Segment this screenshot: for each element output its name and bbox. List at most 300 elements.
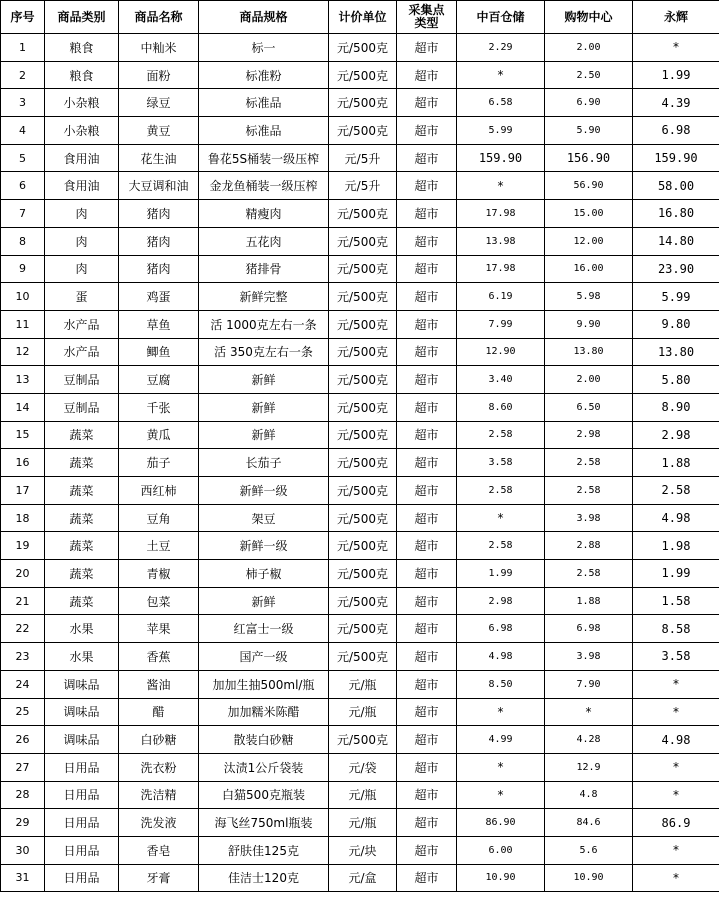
cell-shopping-center: 15.00 (545, 200, 633, 228)
cell-seq: 1 (1, 34, 45, 62)
cell-unit: 元/500克 (329, 283, 397, 311)
cell-shopping-center: 3.98 (545, 504, 633, 532)
cell-seq: 5 (1, 144, 45, 172)
cell-unit: 元/500克 (329, 643, 397, 671)
cell-zhongbai: 8.60 (457, 393, 545, 421)
cell-zhongbai: 13.98 (457, 227, 545, 255)
cell-yonghui: 4.98 (633, 726, 719, 754)
cell-seq: 8 (1, 227, 45, 255)
cell-product-name: 千张 (119, 393, 199, 421)
cell-seq: 3 (1, 89, 45, 117)
cell-spec: 新鲜 (199, 366, 329, 394)
cell-spec: 活 1000克左右一条 (199, 310, 329, 338)
table-row (1, 477, 719, 505)
cell-seq: 12 (1, 338, 45, 366)
cell-point-type: 超市 (397, 477, 457, 505)
cell-yonghui: 1.88 (633, 449, 719, 477)
cell-spec: 汰渍1公斤袋装 (199, 753, 329, 781)
table-row (1, 809, 719, 837)
cell-product-name: 鲫鱼 (119, 338, 199, 366)
cell-product-name: 鸡蛋 (119, 283, 199, 311)
cell-zhongbai: 3.58 (457, 449, 545, 477)
cell-shopping-center: 5.6 (545, 836, 633, 864)
cell-spec: 柿子椒 (199, 560, 329, 588)
cell-product-name: 黄豆 (119, 117, 199, 145)
cell-seq: 22 (1, 615, 45, 643)
cell-zhongbai: 10.90 (457, 864, 545, 892)
cell-product-name: 包菜 (119, 587, 199, 615)
cell-product-name: 洗发液 (119, 809, 199, 837)
cell-category: 肉 (45, 200, 119, 228)
cell-seq: 2 (1, 61, 45, 89)
cell-product-name: 酱油 (119, 670, 199, 698)
cell-point-type: 超市 (397, 809, 457, 837)
cell-category: 调味品 (45, 726, 119, 754)
cell-category: 蔬菜 (45, 532, 119, 560)
table-row (1, 34, 719, 62)
cell-yonghui: * (633, 781, 719, 809)
cell-zhongbai: 6.00 (457, 836, 545, 864)
cell-yonghui: 159.90 (633, 144, 719, 172)
cell-seq: 25 (1, 698, 45, 726)
cell-spec: 标准品 (199, 89, 329, 117)
cell-zhongbai: * (457, 172, 545, 200)
table-row (1, 698, 719, 726)
cell-zhongbai: 6.58 (457, 89, 545, 117)
cell-unit: 元/500克 (329, 421, 397, 449)
cell-zhongbai: 8.50 (457, 670, 545, 698)
cell-category: 日用品 (45, 781, 119, 809)
table-body (1, 34, 719, 892)
cell-product-name: 豆腐 (119, 366, 199, 394)
cell-unit: 元/500克 (329, 117, 397, 145)
table-row (1, 310, 719, 338)
table-row (1, 421, 719, 449)
cell-shopping-center: 2.98 (545, 421, 633, 449)
table-row (1, 338, 719, 366)
cell-seq: 4 (1, 117, 45, 145)
cell-seq: 20 (1, 560, 45, 588)
cell-product-name: 中籼米 (119, 34, 199, 62)
cell-point-type: 超市 (397, 643, 457, 671)
cell-point-type: 超市 (397, 421, 457, 449)
table-row (1, 172, 719, 200)
cell-product-name: 猪肉 (119, 200, 199, 228)
cell-zhongbai: * (457, 753, 545, 781)
cell-point-type: 超市 (397, 587, 457, 615)
cell-unit: 元/500克 (329, 504, 397, 532)
cell-yonghui: * (633, 670, 719, 698)
cell-spec: 金龙鱼桶装一级压榨 (199, 172, 329, 200)
header-row (1, 1, 719, 34)
table-row (1, 200, 719, 228)
cell-spec: 精瘦肉 (199, 200, 329, 228)
cell-yonghui: 1.98 (633, 532, 719, 560)
cell-product-name: 绿豆 (119, 89, 199, 117)
cell-spec: 标准品 (199, 117, 329, 145)
cell-product-name: 青椒 (119, 560, 199, 588)
cell-unit: 元/5升 (329, 144, 397, 172)
header-yonghui: 永辉 (633, 1, 719, 34)
cell-yonghui: * (633, 34, 719, 62)
cell-product-name: 白砂糖 (119, 726, 199, 754)
table-row (1, 864, 719, 892)
cell-category: 豆制品 (45, 393, 119, 421)
cell-category: 蔬菜 (45, 587, 119, 615)
cell-yonghui: 2.58 (633, 477, 719, 505)
cell-seq: 21 (1, 587, 45, 615)
cell-shopping-center: 7.90 (545, 670, 633, 698)
cell-yonghui: 23.90 (633, 255, 719, 283)
cell-zhongbai: 2.29 (457, 34, 545, 62)
header-unit: 计价单位 (329, 1, 397, 34)
cell-point-type: 超市 (397, 283, 457, 311)
table-row (1, 643, 719, 671)
cell-point-type: 超市 (397, 117, 457, 145)
cell-seq: 7 (1, 200, 45, 228)
cell-unit: 元/500克 (329, 477, 397, 505)
cell-point-type: 超市 (397, 255, 457, 283)
table-row (1, 560, 719, 588)
cell-seq: 16 (1, 449, 45, 477)
cell-unit: 元/块 (329, 836, 397, 864)
cell-zhongbai: 17.98 (457, 200, 545, 228)
cell-seq: 11 (1, 310, 45, 338)
cell-spec: 散装白砂糖 (199, 726, 329, 754)
cell-shopping-center: 2.58 (545, 560, 633, 588)
cell-point-type: 超市 (397, 532, 457, 560)
cell-category: 蛋 (45, 283, 119, 311)
cell-zhongbai: 6.19 (457, 283, 545, 311)
cell-yonghui: * (633, 698, 719, 726)
cell-shopping-center: 4.28 (545, 726, 633, 754)
table-row (1, 615, 719, 643)
cell-category: 肉 (45, 227, 119, 255)
cell-point-type: 超市 (397, 864, 457, 892)
table-row (1, 670, 719, 698)
table-row (1, 587, 719, 615)
cell-shopping-center: 5.98 (545, 283, 633, 311)
cell-yonghui: 1.58 (633, 587, 719, 615)
cell-shopping-center: * (545, 698, 633, 726)
header-shopping-center: 购物中心 (545, 1, 633, 34)
cell-zhongbai: * (457, 698, 545, 726)
cell-spec: 新鲜一级 (199, 532, 329, 560)
cell-unit: 元/500克 (329, 532, 397, 560)
cell-seq: 31 (1, 864, 45, 892)
cell-category: 肉 (45, 255, 119, 283)
cell-spec: 红富士一级 (199, 615, 329, 643)
cell-shopping-center: 4.8 (545, 781, 633, 809)
cell-yonghui: 8.90 (633, 393, 719, 421)
cell-category: 水产品 (45, 310, 119, 338)
cell-category: 日用品 (45, 753, 119, 781)
cell-yonghui: 2.98 (633, 421, 719, 449)
cell-category: 蔬菜 (45, 421, 119, 449)
cell-shopping-center: 2.00 (545, 366, 633, 394)
cell-spec: 白猫500克瓶装 (199, 781, 329, 809)
cell-seq: 30 (1, 836, 45, 864)
cell-spec: 五花肉 (199, 227, 329, 255)
cell-spec: 长茄子 (199, 449, 329, 477)
cell-zhongbai: 17.98 (457, 255, 545, 283)
table-row (1, 753, 719, 781)
cell-zhongbai: 86.90 (457, 809, 545, 837)
table-row (1, 836, 719, 864)
cell-unit: 元/瓶 (329, 809, 397, 837)
cell-product-name: 土豆 (119, 532, 199, 560)
table-row (1, 449, 719, 477)
cell-spec: 新鲜一级 (199, 477, 329, 505)
cell-spec: 国产一级 (199, 643, 329, 671)
cell-point-type: 超市 (397, 366, 457, 394)
cell-category: 蔬菜 (45, 477, 119, 505)
cell-unit: 元/500克 (329, 310, 397, 338)
cell-unit: 元/瓶 (329, 781, 397, 809)
cell-point-type: 超市 (397, 200, 457, 228)
cell-yonghui: 58.00 (633, 172, 719, 200)
cell-spec: 佳洁士120克 (199, 864, 329, 892)
cell-point-type: 超市 (397, 310, 457, 338)
cell-category: 粮食 (45, 61, 119, 89)
cell-category: 调味品 (45, 698, 119, 726)
cell-point-type: 超市 (397, 449, 457, 477)
cell-point-type: 超市 (397, 227, 457, 255)
cell-seq: 14 (1, 393, 45, 421)
cell-shopping-center: 6.50 (545, 393, 633, 421)
cell-yonghui: 14.80 (633, 227, 719, 255)
cell-seq: 19 (1, 532, 45, 560)
cell-product-name: 豆角 (119, 504, 199, 532)
cell-product-name: 猪肉 (119, 255, 199, 283)
cell-point-type: 超市 (397, 338, 457, 366)
table-row (1, 366, 719, 394)
table-row (1, 227, 719, 255)
cell-point-type: 超市 (397, 560, 457, 588)
cell-unit: 元/500克 (329, 726, 397, 754)
table-row (1, 255, 719, 283)
cell-category: 蔬菜 (45, 449, 119, 477)
cell-shopping-center: 16.00 (545, 255, 633, 283)
cell-yonghui: * (633, 836, 719, 864)
cell-point-type: 超市 (397, 89, 457, 117)
cell-zhongbai: 12.90 (457, 338, 545, 366)
cell-zhongbai: 5.99 (457, 117, 545, 145)
cell-product-name: 花生油 (119, 144, 199, 172)
cell-unit: 元/5升 (329, 172, 397, 200)
cell-spec: 标一 (199, 34, 329, 62)
cell-shopping-center: 2.58 (545, 477, 633, 505)
header-category: 商品类别 (45, 1, 119, 34)
cell-category: 水果 (45, 615, 119, 643)
cell-shopping-center: 9.90 (545, 310, 633, 338)
cell-yonghui: 13.80 (633, 338, 719, 366)
cell-point-type: 超市 (397, 144, 457, 172)
cell-seq: 10 (1, 283, 45, 311)
cell-category: 小杂粮 (45, 117, 119, 145)
cell-zhongbai: 2.58 (457, 532, 545, 560)
cell-spec: 标准粉 (199, 61, 329, 89)
cell-unit: 元/500克 (329, 61, 397, 89)
header-seq: 序号 (1, 1, 45, 34)
cell-point-type: 超市 (397, 34, 457, 62)
cell-seq: 23 (1, 643, 45, 671)
cell-yonghui: 5.80 (633, 366, 719, 394)
cell-unit: 元/500克 (329, 255, 397, 283)
cell-shopping-center: 3.98 (545, 643, 633, 671)
cell-product-name: 醋 (119, 698, 199, 726)
cell-category: 日用品 (45, 836, 119, 864)
cell-shopping-center: 84.6 (545, 809, 633, 837)
cell-shopping-center: 6.90 (545, 89, 633, 117)
cell-shopping-center: 156.90 (545, 144, 633, 172)
table-row (1, 61, 719, 89)
table-row (1, 393, 719, 421)
cell-unit: 元/500克 (329, 366, 397, 394)
cell-point-type: 超市 (397, 698, 457, 726)
cell-product-name: 茄子 (119, 449, 199, 477)
cell-yonghui: 6.98 (633, 117, 719, 145)
cell-category: 调味品 (45, 670, 119, 698)
cell-shopping-center: 2.00 (545, 34, 633, 62)
cell-shopping-center: 2.88 (545, 532, 633, 560)
cell-unit: 元/盒 (329, 864, 397, 892)
cell-shopping-center: 12.9 (545, 753, 633, 781)
cell-spec: 加加糯米陈醋 (199, 698, 329, 726)
cell-seq: 13 (1, 366, 45, 394)
cell-unit: 元/500克 (329, 449, 397, 477)
cell-category: 日用品 (45, 864, 119, 892)
cell-point-type: 超市 (397, 726, 457, 754)
cell-yonghui: 5.99 (633, 283, 719, 311)
cell-yonghui: 4.39 (633, 89, 719, 117)
cell-category: 食用油 (45, 172, 119, 200)
cell-shopping-center: 2.58 (545, 449, 633, 477)
cell-zhongbai: 2.58 (457, 421, 545, 449)
cell-spec: 活 350克左右一条 (199, 338, 329, 366)
cell-zhongbai: 3.40 (457, 366, 545, 394)
cell-shopping-center: 10.90 (545, 864, 633, 892)
cell-yonghui: 1.99 (633, 560, 719, 588)
cell-category: 食用油 (45, 144, 119, 172)
cell-category: 水产品 (45, 338, 119, 366)
cell-zhongbai: 7.99 (457, 310, 545, 338)
cell-yonghui: * (633, 753, 719, 781)
cell-product-name: 牙膏 (119, 864, 199, 892)
cell-zhongbai: 2.58 (457, 477, 545, 505)
cell-spec: 新鲜 (199, 393, 329, 421)
cell-zhongbai: * (457, 504, 545, 532)
cell-point-type: 超市 (397, 836, 457, 864)
cell-yonghui: 8.58 (633, 615, 719, 643)
cell-zhongbai: 4.99 (457, 726, 545, 754)
cell-product-name: 大豆调和油 (119, 172, 199, 200)
table-row (1, 726, 719, 754)
cell-point-type: 超市 (397, 504, 457, 532)
cell-unit: 元/500克 (329, 227, 397, 255)
cell-category: 豆制品 (45, 366, 119, 394)
cell-unit: 元/500克 (329, 89, 397, 117)
cell-seq: 6 (1, 172, 45, 200)
cell-point-type: 超市 (397, 615, 457, 643)
cell-spec: 舒肤佳125克 (199, 836, 329, 864)
cell-seq: 18 (1, 504, 45, 532)
cell-shopping-center: 5.90 (545, 117, 633, 145)
cell-point-type: 超市 (397, 172, 457, 200)
cell-zhongbai: 4.98 (457, 643, 545, 671)
cell-seq: 28 (1, 781, 45, 809)
cell-unit: 元/瓶 (329, 670, 397, 698)
cell-seq: 27 (1, 753, 45, 781)
table-row (1, 781, 719, 809)
cell-category: 小杂粮 (45, 89, 119, 117)
table-row (1, 117, 719, 145)
cell-unit: 元/500克 (329, 200, 397, 228)
cell-category: 蔬菜 (45, 560, 119, 588)
cell-point-type: 超市 (397, 781, 457, 809)
cell-product-name: 洗衣粉 (119, 753, 199, 781)
header-product-name: 商品名称 (119, 1, 199, 34)
table-row (1, 89, 719, 117)
cell-seq: 15 (1, 421, 45, 449)
cell-shopping-center: 6.98 (545, 615, 633, 643)
cell-point-type: 超市 (397, 61, 457, 89)
cell-yonghui: 3.58 (633, 643, 719, 671)
table-row (1, 144, 719, 172)
table-row (1, 532, 719, 560)
cell-seq: 26 (1, 726, 45, 754)
cell-shopping-center: 56.90 (545, 172, 633, 200)
header-zhongbai: 中百仓储 (457, 1, 545, 34)
cell-product-name: 草鱼 (119, 310, 199, 338)
cell-seq: 29 (1, 809, 45, 837)
cell-unit: 元/瓶 (329, 698, 397, 726)
cell-unit: 元/袋 (329, 753, 397, 781)
cell-category: 日用品 (45, 809, 119, 837)
cell-category: 蔬菜 (45, 504, 119, 532)
cell-shopping-center: 2.50 (545, 61, 633, 89)
cell-zhongbai: 1.99 (457, 560, 545, 588)
cell-zhongbai: * (457, 61, 545, 89)
cell-spec: 加加生抽500ml/瓶 (199, 670, 329, 698)
cell-zhongbai: * (457, 781, 545, 809)
cell-product-name: 西红柿 (119, 477, 199, 505)
cell-seq: 9 (1, 255, 45, 283)
cell-unit: 元/500克 (329, 587, 397, 615)
cell-shopping-center: 12.00 (545, 227, 633, 255)
cell-unit: 元/500克 (329, 34, 397, 62)
cell-product-name: 洗洁精 (119, 781, 199, 809)
cell-yonghui: 16.80 (633, 200, 719, 228)
cell-yonghui: 9.80 (633, 310, 719, 338)
cell-seq: 17 (1, 477, 45, 505)
cell-yonghui: 86.9 (633, 809, 719, 837)
cell-category: 水果 (45, 643, 119, 671)
cell-product-name: 香皂 (119, 836, 199, 864)
cell-shopping-center: 13.80 (545, 338, 633, 366)
cell-point-type: 超市 (397, 753, 457, 781)
table-row (1, 283, 719, 311)
cell-category: 粮食 (45, 34, 119, 62)
cell-spec: 猪排骨 (199, 255, 329, 283)
cell-zhongbai: 2.98 (457, 587, 545, 615)
cell-unit: 元/500克 (329, 338, 397, 366)
table-header (1, 1, 719, 34)
header-spec: 商品规格 (199, 1, 329, 34)
cell-spec: 新鲜完整 (199, 283, 329, 311)
cell-spec: 新鲜 (199, 587, 329, 615)
cell-point-type: 超市 (397, 670, 457, 698)
